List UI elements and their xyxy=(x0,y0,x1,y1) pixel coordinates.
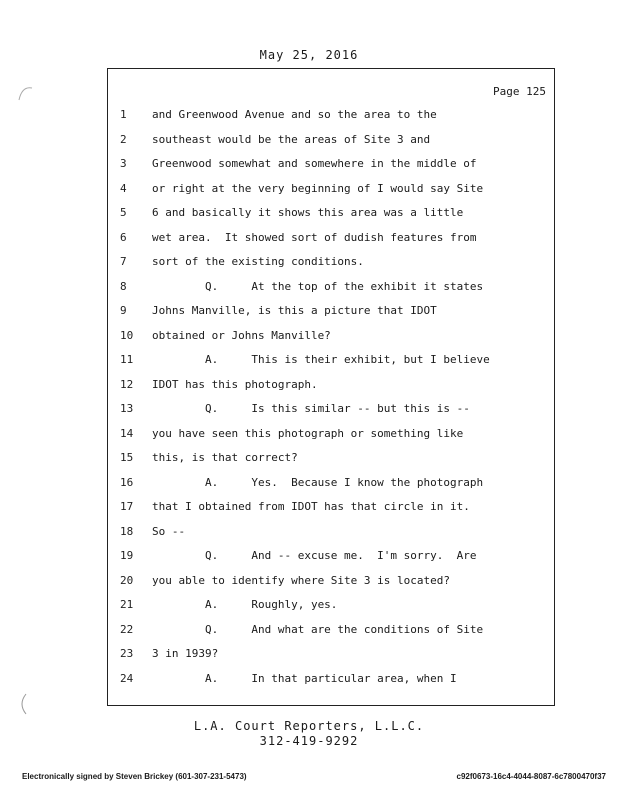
line-number: 6 xyxy=(120,230,127,244)
transcript-line xyxy=(108,154,548,174)
line-number: 17 xyxy=(120,500,134,513)
line-text: Q. At the top of the exhibit it states xyxy=(152,279,484,293)
transcript-line xyxy=(108,546,548,566)
line-number: 23 xyxy=(120,647,134,660)
transcript-line xyxy=(108,130,548,150)
transcript-line xyxy=(108,644,548,664)
line-text: you able to identify where Site 3 is located? xyxy=(152,573,451,587)
transcript-line xyxy=(108,105,548,125)
line-text: A. This is their exhibit, but I believe xyxy=(152,353,490,366)
transcript-line xyxy=(108,326,548,346)
line-number: 9 xyxy=(120,304,127,317)
line-text: this, is that correct? xyxy=(152,451,298,464)
line-number: 5 xyxy=(120,206,127,219)
line-text: sort of the existing conditions. xyxy=(152,255,364,268)
line-text: Q. Is this similar -- but this is -- xyxy=(152,402,470,415)
line-text: that I obtained from IDOT has that circle in it. xyxy=(152,500,470,513)
line-text: Q. And -- excuse me. I'm sorry. Are xyxy=(152,549,477,562)
scan-artifact-mark xyxy=(14,80,44,110)
line-number: 13 xyxy=(120,402,134,415)
line-text: A. Roughly, yes. xyxy=(152,598,338,611)
line-text: So -- xyxy=(152,524,186,538)
line-number: 4 xyxy=(120,181,127,195)
line-number: 2 xyxy=(120,132,127,146)
line-number: 16 xyxy=(120,475,134,489)
transcript-line xyxy=(108,473,548,493)
line-number: 20 xyxy=(120,573,134,587)
transcript-line xyxy=(108,252,548,272)
document-id: c92f0673-16c4-4044-8087-6c7800470f37 xyxy=(456,772,606,781)
line-number: 24 xyxy=(120,671,134,685)
line-text: Q. And what are the conditions of Site xyxy=(152,622,484,636)
line-text: IDOT has this photograph. xyxy=(152,377,318,391)
line-number: 15 xyxy=(120,451,134,464)
line-text: you have seen this photograph or something like xyxy=(152,426,464,440)
line-number: 1 xyxy=(120,108,127,121)
transcript-line xyxy=(108,595,548,615)
page-number: Page 125 xyxy=(493,85,546,98)
reporter-phone: 312-419-9292 xyxy=(259,734,359,748)
line-text: southeast would be the areas of Site 3 and xyxy=(152,132,431,146)
line-number: 3 xyxy=(120,157,127,170)
line-text: 6 and basically it shows this area was a little xyxy=(152,206,464,219)
line-number: 11 xyxy=(120,353,134,366)
line-number: 14 xyxy=(120,426,134,440)
transcript-line xyxy=(108,350,548,370)
transcript-line xyxy=(108,179,548,199)
line-text: A. In that particular area, when I xyxy=(152,671,457,685)
line-number: 22 xyxy=(120,622,134,636)
line-text: or right at the very beginning of I would say Site xyxy=(152,181,484,195)
transcript-line xyxy=(108,277,548,297)
transcript-line xyxy=(108,669,548,689)
line-number: 19 xyxy=(120,549,134,562)
line-number: 21 xyxy=(120,598,134,611)
transcript-line xyxy=(108,497,548,517)
scan-artifact-mark xyxy=(14,690,44,720)
transcript-line xyxy=(108,301,548,321)
transcript-line xyxy=(108,620,548,640)
line-number: 10 xyxy=(120,328,134,342)
electronic-signature: Electronically signed by Steven Brickey (601-307-231-5473) xyxy=(22,772,247,781)
transcript-line xyxy=(108,424,548,444)
transcript-line xyxy=(108,228,548,248)
line-text: 3 in 1939? xyxy=(152,647,219,660)
transcript-line xyxy=(108,399,548,419)
transcript-line xyxy=(108,375,548,395)
transcript-line xyxy=(108,448,548,468)
line-text: and Greenwood Avenue and so the area to the xyxy=(152,108,437,121)
line-text: Greenwood somewhat and somewhere in the middle of xyxy=(152,157,477,170)
line-number: 8 xyxy=(120,279,127,293)
line-text: A. Yes. Because I know the photograph xyxy=(152,475,484,489)
transcript-line xyxy=(108,203,548,223)
line-number: 12 xyxy=(120,377,134,391)
transcript-line xyxy=(108,571,548,591)
transcript-line xyxy=(108,522,548,542)
line-text: wet area. It showed sort of dudish features from xyxy=(152,230,477,244)
line-number: 7 xyxy=(120,255,127,268)
reporter-company: L.A. Court Reporters, L.L.C. xyxy=(193,719,425,733)
line-text: Johns Manville, is this a picture that IDOT xyxy=(152,304,437,317)
line-text: obtained or Johns Manville? xyxy=(152,328,331,342)
transcript-date: May 25, 2016 xyxy=(259,48,359,62)
line-number: 18 xyxy=(120,524,134,538)
